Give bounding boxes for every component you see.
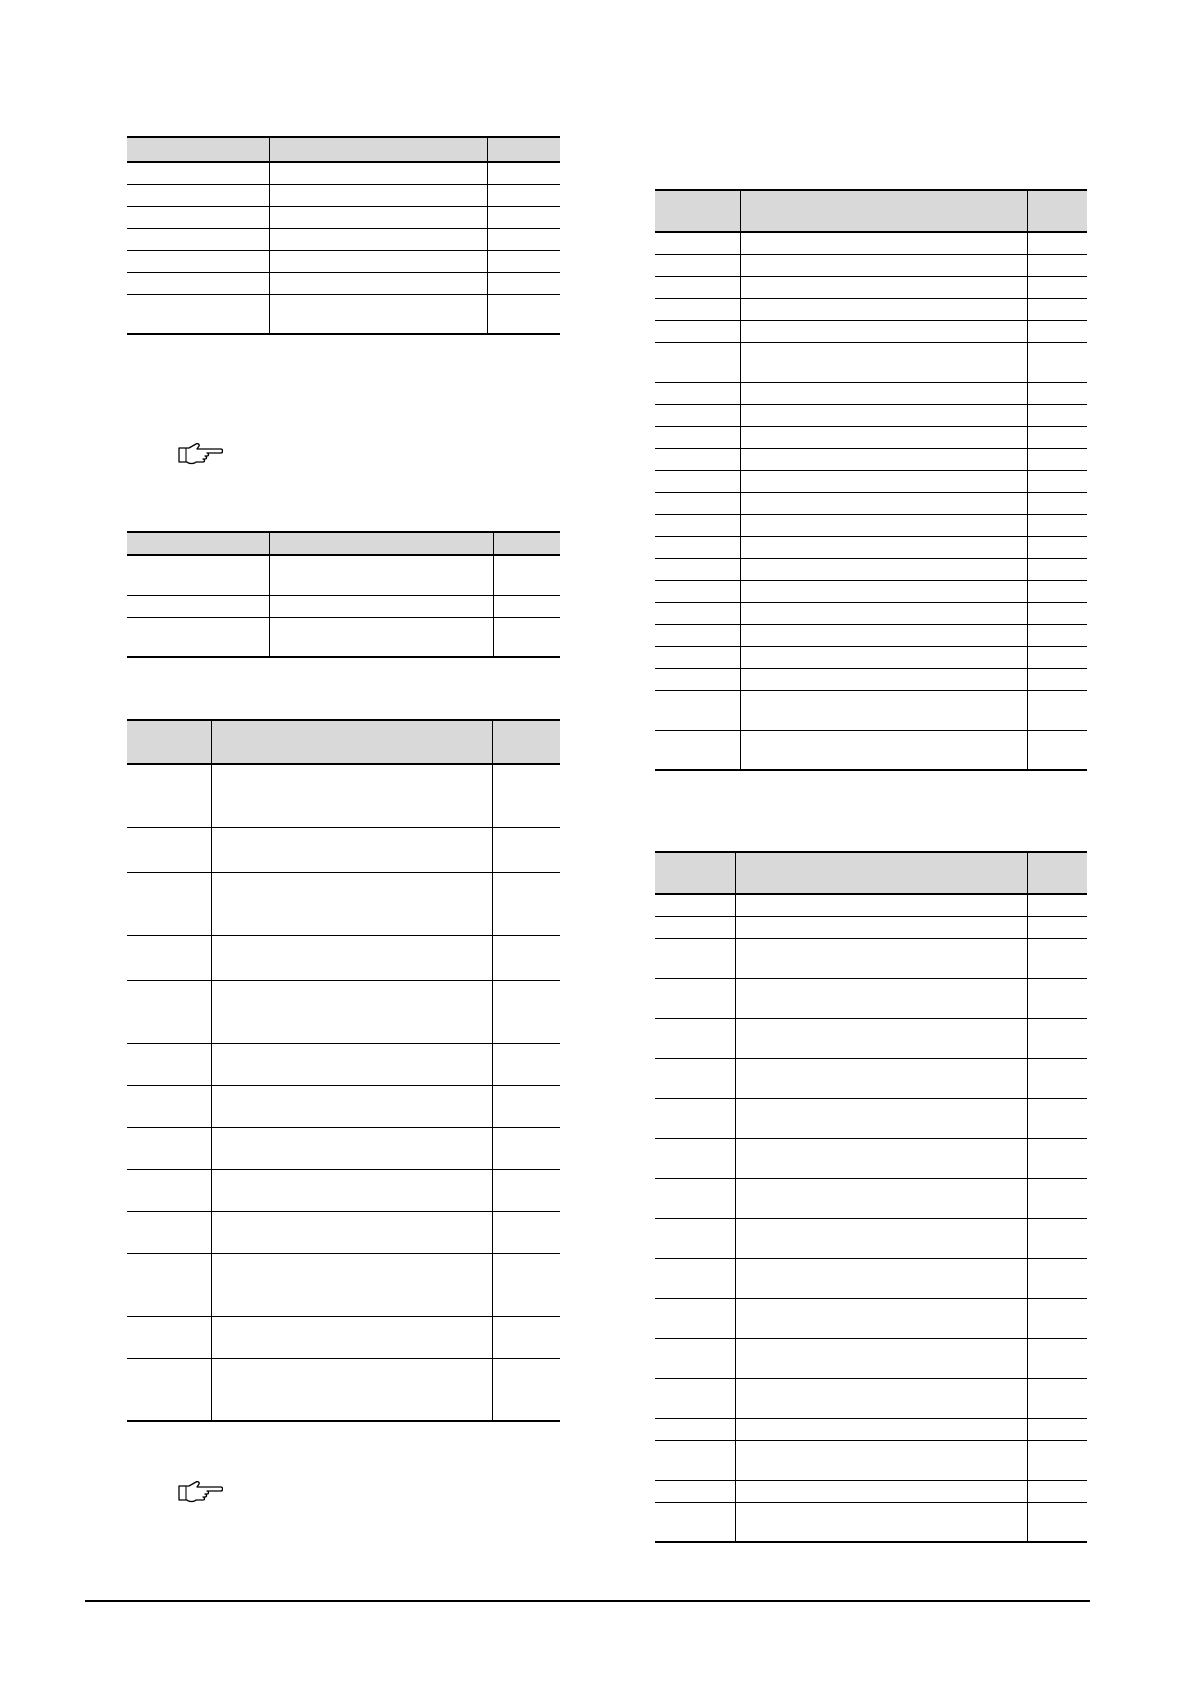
table-cell	[735, 938, 1027, 978]
table-cell	[487, 294, 560, 334]
table-header-cell	[127, 532, 269, 555]
table-row	[655, 894, 1087, 916]
table-row	[127, 1316, 560, 1358]
table-cell	[492, 1085, 560, 1127]
table-cell	[127, 184, 269, 206]
table-cell	[127, 1169, 211, 1211]
table-cell	[492, 1316, 560, 1358]
table-cell	[655, 298, 740, 320]
table-cell	[487, 184, 560, 206]
table-cell	[1027, 1178, 1087, 1218]
table-row	[655, 1138, 1087, 1178]
table-cell	[492, 1358, 560, 1421]
table-row	[127, 1043, 560, 1085]
table-cell	[1027, 580, 1087, 602]
table-cell	[1027, 514, 1087, 536]
table-cell	[740, 536, 1027, 558]
table-row	[655, 382, 1087, 404]
table-row	[655, 730, 1087, 770]
table-cell	[1027, 1258, 1087, 1298]
table-row	[655, 254, 1087, 276]
table-cell	[735, 978, 1027, 1018]
table-cell	[211, 1316, 492, 1358]
table-row	[655, 448, 1087, 470]
table-cell	[127, 1358, 211, 1421]
table-cell	[1027, 1378, 1087, 1418]
table-row	[655, 602, 1087, 624]
table-row	[655, 558, 1087, 580]
table-row	[127, 228, 560, 250]
table-cell	[127, 272, 269, 294]
table-row	[127, 272, 560, 294]
table-row	[127, 617, 560, 657]
table-cell	[269, 184, 487, 206]
table-cell	[1027, 646, 1087, 668]
table-header-cell	[487, 137, 560, 162]
table-cell	[655, 1418, 735, 1440]
table-cell	[655, 690, 740, 730]
table-cell	[1027, 448, 1087, 470]
table-row	[127, 1127, 560, 1169]
table-cell	[269, 555, 493, 595]
table-row	[127, 250, 560, 272]
table-row	[655, 690, 1087, 730]
table-cell	[127, 595, 269, 617]
table-row	[655, 1338, 1087, 1378]
table-cell	[1027, 558, 1087, 580]
table-cell	[211, 1253, 492, 1316]
table-row	[655, 916, 1087, 938]
table-cell	[655, 1218, 735, 1258]
table-cell	[127, 764, 211, 827]
table-cell	[211, 935, 492, 980]
table-row	[655, 298, 1087, 320]
table-row	[655, 580, 1087, 602]
table-cell	[269, 250, 487, 272]
table-cell	[655, 342, 740, 382]
table-cell	[492, 872, 560, 935]
table-cell	[655, 426, 740, 448]
table-cell	[740, 602, 1027, 624]
table-cell	[655, 492, 740, 514]
table-cell	[492, 827, 560, 872]
table-cell	[127, 935, 211, 980]
table-row	[127, 1211, 560, 1253]
table-cell	[655, 276, 740, 298]
table-cell	[492, 1253, 560, 1316]
table-cell	[655, 1440, 735, 1480]
table-row	[655, 1502, 1087, 1542]
table-cell	[740, 276, 1027, 298]
table-row	[655, 342, 1087, 382]
table-cell	[1027, 342, 1087, 382]
table-header-cell	[269, 137, 487, 162]
table-cell	[487, 272, 560, 294]
table-header-cell	[493, 532, 560, 555]
table-cell	[655, 1480, 735, 1502]
table-cell	[655, 382, 740, 404]
table-cell	[735, 1258, 1027, 1298]
table-cell	[740, 624, 1027, 646]
table-cell	[1027, 1440, 1087, 1480]
table-cell	[740, 646, 1027, 668]
table-cell	[1027, 668, 1087, 690]
table-cell	[735, 916, 1027, 938]
table-cell	[655, 580, 740, 602]
table-cell	[740, 320, 1027, 342]
table-cell	[1027, 1018, 1087, 1058]
table-row	[127, 162, 560, 184]
table-cell	[1027, 404, 1087, 426]
table-cell	[735, 1378, 1027, 1418]
table-cell	[655, 1338, 735, 1378]
table-row	[127, 555, 560, 595]
table-cell	[127, 1253, 211, 1316]
table-header-cell	[1027, 190, 1087, 232]
table-cell	[740, 668, 1027, 690]
table-cell	[655, 1018, 735, 1058]
table-cell	[127, 872, 211, 935]
table-row	[655, 470, 1087, 492]
table-row	[127, 980, 560, 1043]
table-cell	[269, 228, 487, 250]
table-cell	[1027, 1218, 1087, 1258]
table-cell	[492, 1169, 560, 1211]
table-row	[655, 1058, 1087, 1098]
table-cell	[1027, 1298, 1087, 1338]
table-row	[655, 1298, 1087, 1338]
table-row	[127, 1085, 560, 1127]
table-cell	[493, 555, 560, 595]
table-cell	[740, 298, 1027, 320]
table-cell	[487, 206, 560, 228]
table-cell	[1027, 916, 1087, 938]
table-cell	[127, 294, 269, 334]
table-cell	[1027, 1058, 1087, 1098]
table-cell	[655, 1178, 735, 1218]
table-cell	[492, 1211, 560, 1253]
table-cell	[127, 1211, 211, 1253]
table-cell	[740, 448, 1027, 470]
table-row	[127, 1358, 560, 1421]
table-cell	[655, 1138, 735, 1178]
table-cell	[492, 935, 560, 980]
table-cell	[655, 232, 740, 254]
table-row	[655, 232, 1087, 254]
table-cell	[211, 1211, 492, 1253]
table-cell	[269, 294, 487, 334]
table-cell	[487, 162, 560, 184]
table-cell	[655, 1378, 735, 1418]
table-row	[127, 206, 560, 228]
table-d	[655, 189, 1087, 771]
table-cell	[211, 980, 492, 1043]
table-cell	[740, 426, 1027, 448]
table-cell	[1027, 1480, 1087, 1502]
table-row	[655, 624, 1087, 646]
table-cell	[735, 1218, 1027, 1258]
table-cell	[492, 980, 560, 1043]
table-cell	[1027, 730, 1087, 770]
table-row	[655, 404, 1087, 426]
table-header-cell	[492, 720, 560, 764]
table-cell	[740, 690, 1027, 730]
table-cell	[735, 1480, 1027, 1502]
table-cell	[740, 514, 1027, 536]
table-cell	[655, 624, 740, 646]
table-cell	[127, 555, 269, 595]
table-cell	[735, 1058, 1027, 1098]
table-cell	[269, 206, 487, 228]
table-cell	[211, 764, 492, 827]
table-row	[127, 595, 560, 617]
table-cell	[211, 1169, 492, 1211]
table-cell	[740, 730, 1027, 770]
table-cell	[127, 228, 269, 250]
table-row	[655, 1178, 1087, 1218]
table-cell	[655, 1298, 735, 1338]
footer-rule	[85, 1600, 1090, 1602]
table-row	[127, 1253, 560, 1316]
table-cell	[740, 580, 1027, 602]
table-cell	[269, 595, 493, 617]
table-row	[127, 1169, 560, 1211]
table-cell	[1027, 690, 1087, 730]
table-row	[655, 536, 1087, 558]
table-cell	[740, 492, 1027, 514]
table-cell	[1027, 1338, 1087, 1378]
table-cell	[1027, 276, 1087, 298]
table-cell	[493, 617, 560, 657]
table-row	[655, 646, 1087, 668]
table-cell	[735, 1138, 1027, 1178]
table-cell	[1027, 894, 1087, 916]
table-row	[655, 492, 1087, 514]
table-cell	[655, 536, 740, 558]
table-cell	[211, 1085, 492, 1127]
table-cell	[127, 1043, 211, 1085]
table-cell	[735, 1502, 1027, 1542]
table-a	[127, 136, 560, 335]
table-cell	[487, 250, 560, 272]
table-cell	[487, 228, 560, 250]
table-header-cell	[655, 852, 735, 894]
table-cell	[492, 764, 560, 827]
table-cell	[740, 404, 1027, 426]
table-row	[127, 935, 560, 980]
table-cell	[740, 558, 1027, 580]
table-header-cell	[655, 190, 740, 232]
table-cell	[127, 1316, 211, 1358]
table-row	[655, 1098, 1087, 1138]
table-row	[655, 1258, 1087, 1298]
table-cell	[655, 646, 740, 668]
table-cell	[655, 448, 740, 470]
table-e	[655, 851, 1087, 1543]
table-cell	[740, 254, 1027, 276]
table-cell	[211, 872, 492, 935]
table-cell	[269, 162, 487, 184]
table-cell	[655, 668, 740, 690]
table-cell	[735, 1298, 1027, 1338]
table-row	[655, 938, 1087, 978]
table-cell	[735, 1418, 1027, 1440]
table-cell	[269, 272, 487, 294]
table-cell	[211, 1127, 492, 1169]
table-row	[655, 1018, 1087, 1058]
table-cell	[655, 1502, 735, 1542]
table-cell	[1027, 426, 1087, 448]
table-cell	[655, 1058, 735, 1098]
table-header-cell	[127, 137, 269, 162]
table-header-cell	[127, 720, 211, 764]
table-header-cell	[269, 532, 493, 555]
table-cell	[655, 558, 740, 580]
table-cell	[492, 1127, 560, 1169]
table-cell	[740, 342, 1027, 382]
table-cell	[492, 1043, 560, 1085]
table-row	[127, 184, 560, 206]
table-cell	[655, 254, 740, 276]
table-header-cell	[740, 190, 1027, 232]
table-cell	[127, 980, 211, 1043]
table-cell	[1027, 1418, 1087, 1440]
pointing-hand-icon	[177, 1481, 223, 1503]
table-cell	[655, 1258, 735, 1298]
table-row	[655, 1418, 1087, 1440]
table-cell	[1027, 298, 1087, 320]
table-cell	[740, 382, 1027, 404]
table-cell	[127, 617, 269, 657]
table-row	[655, 276, 1087, 298]
table-cell	[1027, 1502, 1087, 1542]
table-cell	[735, 1098, 1027, 1138]
table-cell	[127, 1127, 211, 1169]
table-cell	[655, 1098, 735, 1138]
table-cell	[1027, 602, 1087, 624]
table-cell	[211, 827, 492, 872]
table-row	[127, 827, 560, 872]
table-cell	[1027, 624, 1087, 646]
table-row	[655, 1480, 1087, 1502]
table-cell	[1027, 536, 1087, 558]
table-cell	[655, 470, 740, 492]
table-cell	[493, 595, 560, 617]
table-row	[127, 764, 560, 827]
table-cell	[1027, 938, 1087, 978]
table-cell	[655, 320, 740, 342]
table-cell	[1027, 232, 1087, 254]
table-cell	[655, 978, 735, 1018]
table-cell	[127, 162, 269, 184]
table-row	[655, 426, 1087, 448]
table-cell	[740, 232, 1027, 254]
table-cell	[735, 1178, 1027, 1218]
table-row	[655, 1378, 1087, 1418]
table-header-cell	[211, 720, 492, 764]
table-cell	[127, 206, 269, 228]
table-b	[127, 531, 560, 658]
table-row	[655, 1440, 1087, 1480]
table-cell	[1027, 470, 1087, 492]
table-cell	[735, 894, 1027, 916]
table-row	[655, 978, 1087, 1018]
table-cell	[1027, 1138, 1087, 1178]
table-row	[655, 668, 1087, 690]
table-cell	[655, 916, 735, 938]
table-cell	[211, 1358, 492, 1421]
table-cell	[735, 1338, 1027, 1378]
table-cell	[655, 894, 735, 916]
table-row	[655, 514, 1087, 536]
table-header-cell	[735, 852, 1027, 894]
table-cell	[740, 470, 1027, 492]
table-c	[127, 719, 560, 1422]
pointing-hand-icon	[177, 443, 223, 465]
table-cell	[1027, 1098, 1087, 1138]
table-cell	[269, 617, 493, 657]
table-cell	[1027, 320, 1087, 342]
table-cell	[655, 514, 740, 536]
table-cell	[1027, 492, 1087, 514]
table-row	[655, 320, 1087, 342]
table-row	[127, 294, 560, 334]
table-cell	[735, 1440, 1027, 1480]
table-row	[655, 1218, 1087, 1258]
table-cell	[655, 730, 740, 770]
table-cell	[127, 250, 269, 272]
table-cell	[655, 938, 735, 978]
table-cell	[735, 1018, 1027, 1058]
table-cell	[655, 602, 740, 624]
table-cell	[127, 827, 211, 872]
table-cell	[127, 1085, 211, 1127]
table-cell	[655, 404, 740, 426]
table-cell	[211, 1043, 492, 1085]
table-cell	[1027, 978, 1087, 1018]
table-cell	[1027, 254, 1087, 276]
table-header-cell	[1027, 852, 1087, 894]
table-row	[127, 872, 560, 935]
table-cell	[1027, 382, 1087, 404]
